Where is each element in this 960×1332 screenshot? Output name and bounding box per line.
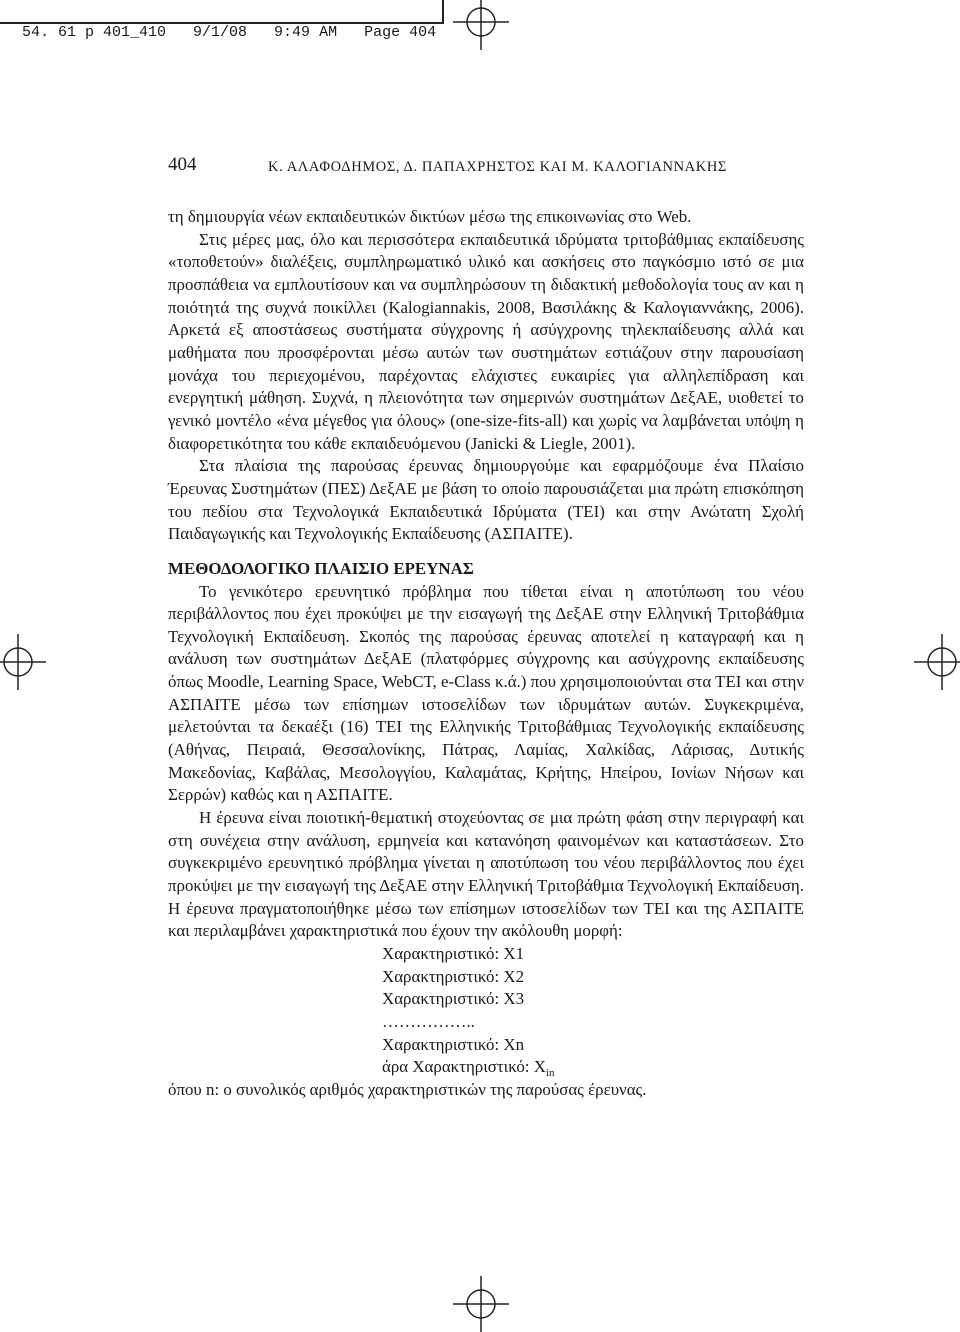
paragraph-3: Στα πλαίσια της παρούσας έρευνας δημιουργούμε και εφαρμόζουμε ένα Πλαίσιο Έρευνας Συστημάτων (ΠΕΣ) ΔεξΑΕ με βάση το οποίο παρουσιάζεται μια πρώτη επισκόπηση του πεδίου στα Τεχνολογικά Εκπαιδευτικά Ιδρύματα (ΤΕΙ) και στην Ανώτατη Σχολή Παιδαγωγικής και Τεχνολογικής Εκπαίδευσης (ΑΣΠΑΙΤΕ).: [168, 456, 804, 544]
section-heading: ΜΕΘΟΔΟΛΟΓΙΚΟ ΠΛΑΙΣΙΟ ΕΡΕΥΝΑΣ: [168, 558, 474, 578]
feature-xin: [168, 1056, 804, 1079]
registration-mark-bottom-icon: [453, 1276, 509, 1332]
feature-x2: Χαρακτηριστικό: Χ2: [382, 966, 525, 986]
paragraph-2: Στις μέρες μας, όλο και περισσότερα εκπαιδευτικά ιδρύματα τριτοβάθμιας εκπαίδευσης «τοποθετούν» διαλέξεις, συμπληρωματικό υλικό και ασκήσεις στο παγκόσμιο ιστό σε μια προσπάθεια να εμπλουτίσουν και να συμπληρώσουν τη διδακτική μεθοδολογία τους αν και η ποιότητά της συχνά ποικίλλει (Kalogiannakis, 2008, Βασιλάκης & Καλογιαννάκης, 2006). Αρκετά εξ αποστάσεως συστήματα σύγχρονης ή ασύγχρονης τηλεκπαίδευσης αλλά και μαθήματα που προσφέρονται μέσω αυτών των συστημάτων εστιάζουν στην παρουσίαση μονάχα του περιεχομένου, παρέχοντας ελάχιστες ευκαιρίες για αλληλεπίδραση και ενεργητική μάθηση. Συχνά, η πλειονότητα των σημερινών συστημάτων ΔεξΑΕ, υιοθετεί το γενικό μοντέλο «ένα μέγεθος για όλους» (one-size-fits-all) και χωρίς να λαμβάνεται υπόψη η διαφορετικότητα του κάθε εκπαιδευόμενου (Janicki & Liegle, 2001).: [168, 229, 804, 453]
running-head-authors: Κ. ΑΛΑΦΟΔΗΜΟΣ, Δ. ΠΑΠΑΧΡΗΣΤΟΣ ΚΑΙ Μ. ΚΑΛΟΓΙΑΝΝΑΚΗΣ: [268, 159, 727, 175]
feature-xn: Χαρακτηριστικό: Χn: [382, 1034, 525, 1054]
feature-xin-prefix: άρα Χαρακτηριστικό: Χ: [382, 1057, 546, 1077]
slug-text: 54. 61 p 401_410 9/1/08 9:49 AM Page 404: [22, 24, 437, 41]
feature-x3: Χαρακτηριστικό: Χ3: [382, 989, 525, 1009]
feature-xin-subscript: in: [545, 1067, 555, 1080]
page-number: 404: [168, 154, 197, 175]
registration-mark-right-icon: [914, 634, 960, 690]
registration-mark-left-icon: [0, 634, 46, 690]
registration-mark-top-icon: [453, 0, 509, 50]
paragraph-4: Το γενικότερο ερευνητικό πρόβλημα που τίθεται είναι η αποτύπωση του νέου περιβάλλοντος που έχει προκύψει με την εισαγωγή της ΔεξΑΕ στην Ελληνική Τριτοβάθμια Τεχνολογική Εκπαίδευση. Σκοπός της παρούσας έρευνας αποτελεί η καταγραφή και η ανάλυση των συστημάτων ΔεξΑΕ (πλατφόρμες σύγχρονης και ασύγχρονης εκπαίδευσης όπως Moodle, Learning Space, WebCT, e-Class κ.ά.) που χρησιμοποιούνται στα ΤΕΙ και στην ΑΣΠΑΙΤΕ μέσω των επίσημων ιστοσελίδων των ιδρυμάτων αυτών. Συγκεκριμένα, μελετούνται τα δεκαέξι (16) ΤΕΙ της Ελληνικής Τριτοβάθμιας Τεχνολογικής εκπαίδευσης (Αθήνας, Πειραιά, Θεσσαλονίκης, Πάτρας, Λαμίας, Χαλκίδας, Λάρισας, Δυτικής Μακεδονίας, Καβάλας, Μεσολογγίου, Καλαμάτας, Κρήτης, Ηπείρου, Ιονίων Νήσων και Σερρών) καθώς και η ΑΣΠΑΙΤΕ.: [168, 581, 804, 805]
paragraph-1: τη δημιουργία νέων εκπαιδευτικών δικτύων μέσω της επικοινωνίας στο Web.: [168, 207, 692, 226]
feature-x1: Χαρακτηριστικό: Χ1: [382, 944, 525, 963]
closing-line: όπου n: ο συνολικός αριθμός χαρακτηριστικών της παρούσας έρευνας.: [168, 1079, 647, 1099]
paragraph-5: Η έρευνα είναι ποιοτική-θεματική στοχεύοντας σε μια πρώτη φάση στην περιγραφή και στη συνέχεια στην ανάλυση, ερμηνεία και κατανόηση φαινομένων και καταστάσεων. Στο συγκεκριμένο ερευνητικό πρόβλημα γίνεται η αποτύπωση του νέου περιβάλλοντος που έχει προκύψει με την εισαγωγή της ΔεξΑΕ στην Ελληνική Τριτοβάθμια Τεχνολογική Εκπαίδευση. Η έρευνα πραγματοποιήθηκε μέσω των επίσημων ιστοσελίδων των ΤΕΙ και της ΑΣΠΑΙΤΕ και περιλαμβάνει χαρακτηριστικά που έχουν την ακόλουθη μορφή:: [168, 808, 804, 941]
printer-slug: [0, 0, 444, 41]
feature-ellipsis: ……………..: [382, 1011, 475, 1031]
running-head: [168, 151, 808, 181]
body-text: [168, 206, 804, 1102]
